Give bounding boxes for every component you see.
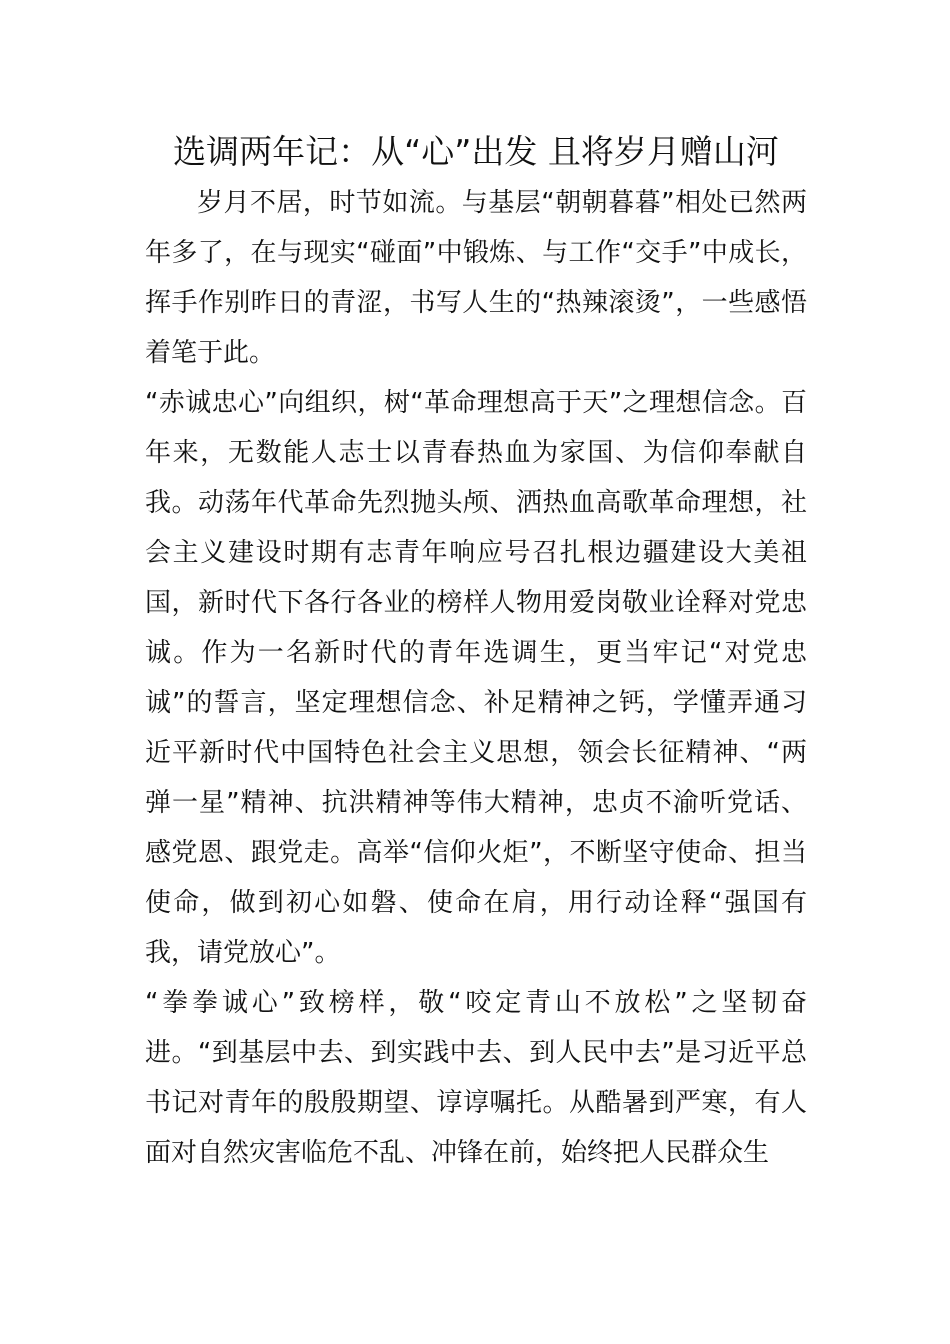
paragraph-role-models: “拳拳诚心”致榜样，敬“咬定青山不放松”之坚韧奋进。“到基层中去、到实践中去、到人民中去”是习近平总书记对青年的殷殷期望、谆谆嘱托。从酷暑到严寒，有人面对自然灾害临危不乱、冲锋在前，始终把人民群众生 xyxy=(145,988,807,1168)
article-title: 选调两年记：从“心”出发 且将岁月赠山河 xyxy=(173,132,779,171)
paragraph-intro: 岁月不居，时节如流。与基层“朝朝暮暮”相处已然两年多了，在与现实“碰面”中锻炼、与工作“交手”中成长，挥手作别昨日的青涩，书写人生的“热辣滚烫”，一些感悟着笔于此。 xyxy=(145,188,807,368)
paragraph-loyalty: “赤诚忠心”向组织，树“革命理想高于天”之理想信念。百年来，无数能人志士以青春热血为家国、为信仰奉献自我。动荡年代革命先烈抛头颅、洒热血高歌革命理想，社会主义建设时期有志青年响应号召扎根边疆建设大美祖国，新时代下各行各业的榜样人物用爱岗敬业诠释对党忠诚。作为一名新时代的青年选调生，更当牢记“对党忠诚”的誓言，坚定理想信念、补足精神之钙，学懂弄通习近平新时代中国特色社会主义思想，领会长征精神、“两弹一星”精神、抗洪精神等伟大精神，忠贞不渝听党话、感党恩、跟党走。高举“信仰火炬”，不断坚守使命、担当使命，做到初心如磐、使命在肩，用行动诠释“强国有我，请党放心”。 xyxy=(145,388,807,968)
article xyxy=(145,128,807,1178)
